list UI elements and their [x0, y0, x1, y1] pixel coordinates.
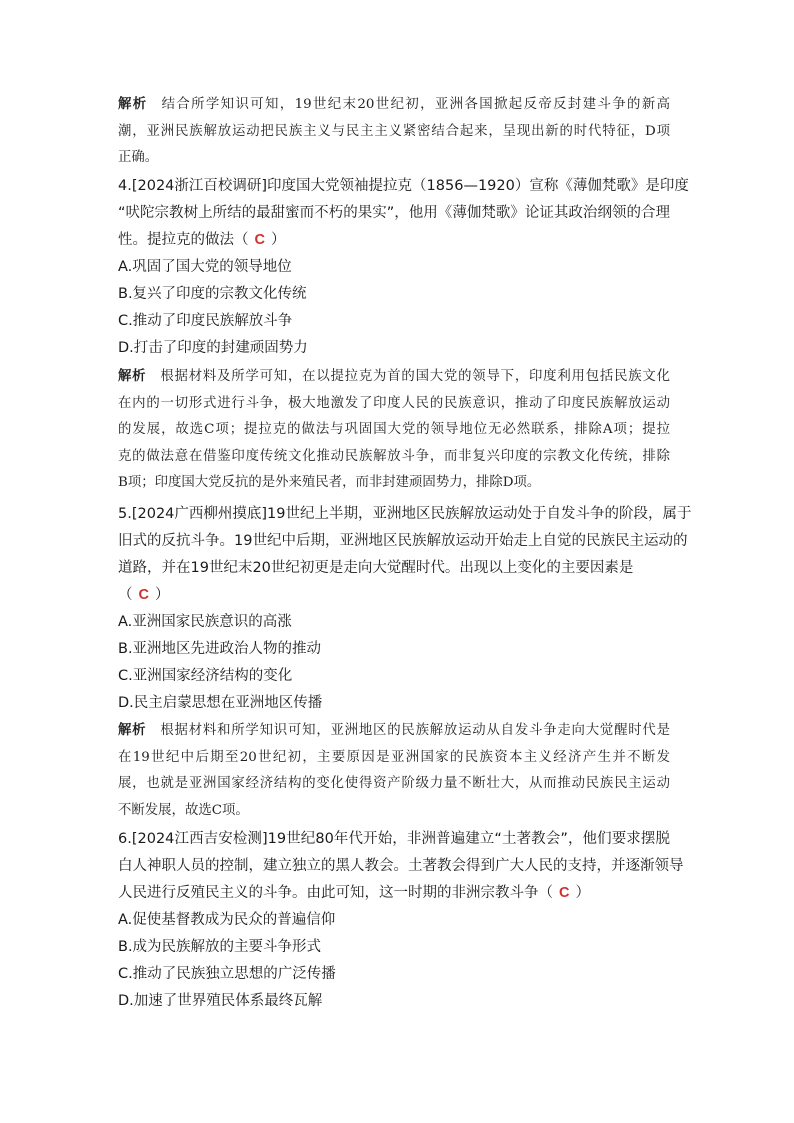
question-stem-line: 性。提拉克的做法（ C ） [118, 232, 286, 248]
option-a: A.巩固了国大党的领导地位 [118, 259, 292, 275]
analysis-label: 解析 [118, 97, 148, 112]
option-a: A.促使基督教成为民众的普遍信仰 [118, 912, 336, 928]
analysis-label: 解析 [118, 723, 147, 738]
option-d: D.打击了印度的封建顽固势力 [118, 340, 308, 356]
analysis-line: 解析 结合所学知识可知，19世纪末20世纪初，亚洲各国掀起反帝反封建斗争的新高 [118, 97, 670, 112]
question-stem-line: 白人神职人员的控制，建立独立的黑人教会。土著教会得到广大人民的支持，并逐渐领导 [118, 858, 684, 874]
question-stem-line: （ C ） [118, 587, 170, 603]
question-stem-line: “吠陀宗教树上所结的最甜蜜而不朽的果实”，他用《薄伽梵歌》论证其政治纲领的合理 [118, 205, 670, 221]
analysis-line: B项；印度国大党反抗的是外来殖民者，而非封建顽固势力，排除D项。 [118, 475, 541, 490]
prev-analysis [118, 92, 670, 172]
analysis-line: 解析 根据材料及所学可知，在以提拉克为首的国大党的领导下，印度利用包括民族文化 [118, 369, 670, 384]
question-stem-line: 旧式的反抗斗争。19世纪中后期，亚洲地区民族解放运动开始走上自觉的民族民主运动的 [118, 533, 688, 549]
answer-mark: C [254, 232, 265, 248]
option-b: B.亚洲地区先进政治人物的推动 [118, 641, 322, 657]
option-c: C.亚洲国家经济结构的变化 [118, 668, 293, 684]
question-stem-line: 4.[2024浙江百校调研]印度国大党领袖提拉克（1856—1920）宣称《薄伽梵歌》是印度 [118, 178, 689, 194]
analysis-line: 正确。 [118, 150, 159, 165]
option-b: B.复兴了印度的宗教文化传统 [118, 286, 307, 302]
option-c: C.推动了民族独立思想的广泛传播 [118, 966, 336, 982]
option-d: D.加速了世界殖民体系最终瓦解 [118, 993, 323, 1009]
analysis-line: 克的做法意在借鉴印度传统文化推动民族解放斗争，而非复兴印度的宗教文化传统，排除 [118, 448, 670, 464]
analysis-line: 在内的一切形式进行斗争，极大地激发了印度人民的民族意识，推动了印度民族解放运动 [118, 395, 670, 411]
question-5 [118, 501, 692, 717]
analysis-line: 不断发展，故选C项。 [118, 802, 249, 818]
question-stem-line: 人民进行反殖民主义的斗争。由此可知，这一时期的非洲宗教斗争（ C ） [118, 885, 590, 901]
question-stem-line: 5.[2024广西柳州摸底]19世纪上半期，亚洲地区民族解放运动处于自发斗争的阶段，属于 [118, 506, 692, 522]
question-stem-line: 道路，并在19世纪末20世纪初更是走向大觉醒时代。出现以上变化的主要因素是 [118, 560, 634, 576]
q4-analysis [118, 364, 670, 497]
answer-mark: C [559, 885, 570, 901]
q5-analysis [118, 718, 670, 824]
option-c: C.推动了印度民族解放斗争 [118, 313, 293, 329]
analysis-line: 在19世纪中后期至20世纪初，主要原因是亚洲国家的民族资本主义经济产生并不断发 [118, 749, 670, 765]
analysis-line: 展，也就是亚洲国家经济结构的变化使得资产阶级力量不断壮大，从而推动民族民主运动 [118, 776, 670, 791]
analysis-line: 解析 根据材料和所学知识可知，亚洲地区的民族解放运动从自发斗争走向大觉醒时代是 [118, 723, 670, 738]
option-b: B.成为民族解放的主要斗争形式 [118, 939, 322, 955]
analysis-label: 解析 [118, 369, 147, 384]
option-a: A.亚洲国家民族意识的高涨 [118, 614, 292, 630]
analysis-line: 潮，亚洲民族解放运动把民族主义与民主主义紧密结合起来，呈现出新的时代特征，D项 [118, 123, 670, 139]
question-4 [118, 173, 689, 362]
question-stem-line: 6.[2024江西吉安检测]19世纪80年代开始，非洲普遍建立“土著教会”，他们要求摆脱 [118, 831, 670, 847]
question-6 [118, 826, 684, 1015]
option-d: D.民主启蒙思想在亚洲地区传播 [118, 695, 323, 711]
analysis-line: 的发展，故选C项；提拉克的做法与巩固国大党的领导地位无必然联系，排除A项；提拉 [118, 422, 670, 437]
answer-mark: C [138, 587, 149, 603]
